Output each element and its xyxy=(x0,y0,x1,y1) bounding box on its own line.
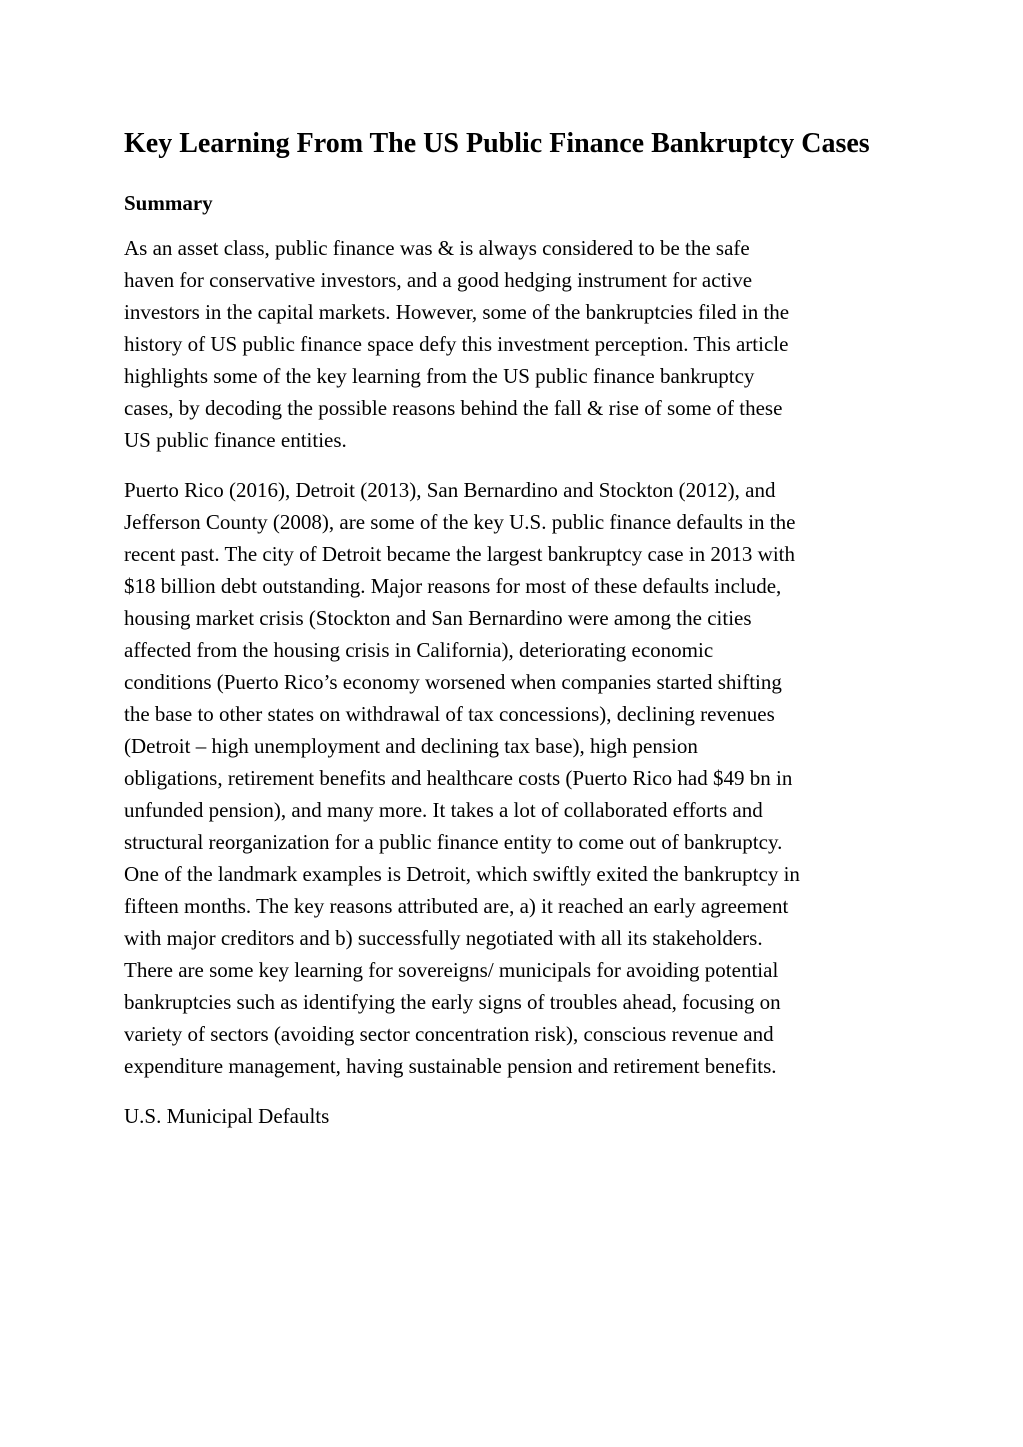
summary-heading: Summary xyxy=(124,191,213,215)
paragraph-line: US public finance entities. xyxy=(124,428,347,452)
paragraph-line: affected from the housing crisis in California), deteriorating economic xyxy=(124,638,714,662)
paragraph-line: (Detroit – high unemployment and declining tax base), high pension xyxy=(124,734,698,758)
section-caption: U.S. Municipal Defaults xyxy=(124,1104,330,1128)
paragraph-line: the base to other states on withdrawal of tax concessions), declining revenues xyxy=(124,702,775,726)
paragraph-line: obligations, retirement benefits and healthcare costs (Puerto Rico had $49 bn in xyxy=(124,766,793,790)
paragraph-line: highlights some of the key learning from the US public finance bankruptcy xyxy=(124,364,755,388)
paragraph-defaults xyxy=(124,474,904,1082)
paragraph-line: conditions (Puerto Rico’s economy worsened when companies started shifting xyxy=(124,670,782,694)
paragraph-line: There are some key learning for sovereigns/ municipals for avoiding potential xyxy=(124,958,779,982)
paragraph-intro xyxy=(124,232,904,456)
paragraph-line: expenditure management, having sustainable pension and retirement benefits. xyxy=(124,1054,777,1078)
paragraph-line: with major creditors and b) successfully negotiated with all its stakeholders. xyxy=(124,926,763,950)
paragraph-line: investors in the capital markets. However, some of the bankruptcies filed in the xyxy=(124,300,790,324)
paragraph-line: recent past. The city of Detroit became the largest bankruptcy case in 2013 with xyxy=(124,542,795,566)
paragraph-line: unfunded pension), and many more. It takes a lot of collaborated efforts and xyxy=(124,798,763,822)
paragraph-line: variety of sectors (avoiding sector concentration risk), conscious revenue and xyxy=(124,1022,774,1046)
paragraph-line: bankruptcies such as identifying the early signs of troubles ahead, focusing on xyxy=(124,990,781,1014)
paragraph-line: Puerto Rico (2016), Detroit (2013), San Bernardino and Stockton (2012), and xyxy=(124,478,776,502)
document-title: Key Learning From The US Public Finance Bankruptcy Cases xyxy=(124,128,870,159)
paragraph-line: cases, by decoding the possible reasons behind the fall & rise of some of these xyxy=(124,396,783,420)
paragraph-line: Jefferson County (2008), are some of the key U.S. public finance defaults in the xyxy=(124,510,796,534)
document-page xyxy=(124,124,904,1132)
paragraph-line: fifteen months. The key reasons attributed are, a) it reached an early agreement xyxy=(124,894,789,918)
paragraph-line: One of the landmark examples is Detroit, which swiftly exited the bankruptcy in xyxy=(124,862,800,886)
paragraph-line: haven for conservative investors, and a good hedging instrument for active xyxy=(124,268,753,292)
paragraph-line: As an asset class, public finance was & is always considered to be the safe xyxy=(124,236,750,260)
paragraph-line: housing market crisis (Stockton and San Bernardino were among the cities xyxy=(124,606,752,630)
paragraph-line: $18 billion debt outstanding. Major reasons for most of these defaults include, xyxy=(124,574,782,598)
paragraph-line: structural reorganization for a public finance entity to come out of bankruptcy. xyxy=(124,830,783,854)
paragraph-line: history of US public finance space defy this investment perception. This article xyxy=(124,332,789,356)
